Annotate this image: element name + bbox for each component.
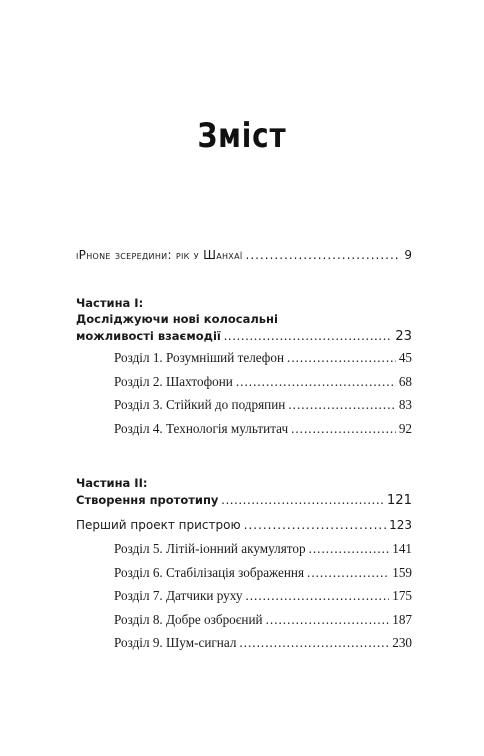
toc-entry-label: Розділ 4. Технологія мультитач xyxy=(114,420,289,436)
toc-page-number: 83 xyxy=(398,397,412,413)
part-1-heading: Частина I: xyxy=(76,296,144,311)
toc-entry-chapter-7[interactable] xyxy=(76,584,412,607)
toc-page-number: 175 xyxy=(392,588,412,604)
dot-leader xyxy=(288,393,395,416)
toc-entry-chapter-5[interactable] xyxy=(76,537,412,560)
toc-entry-label: iPhone зсередини: рік у Шанхаї xyxy=(76,248,243,262)
toc-page-number: 230 xyxy=(392,635,412,651)
dot-leader xyxy=(309,537,390,560)
toc-entry-label: Розділ 7. Датчики руху xyxy=(114,588,243,604)
toc-entry-subhead[interactable] xyxy=(76,514,412,537)
part-1-title-line2: можливості взаємодії xyxy=(76,329,221,344)
dot-leader xyxy=(236,370,396,393)
toc-entry-intro[interactable] xyxy=(76,244,412,267)
part-2-title: Створення прототипу xyxy=(76,493,219,508)
toc-entry-chapter-1[interactable] xyxy=(76,346,412,369)
part-1-title-row[interactable] xyxy=(76,327,412,346)
toc-entry-chapter-9[interactable] xyxy=(76,631,412,654)
dot-leader xyxy=(246,244,402,267)
part-2-title-row[interactable] xyxy=(76,491,412,510)
part-1-title-line1: Досліджуючи нові колосальні xyxy=(76,312,278,327)
toc-page-number: 187 xyxy=(392,611,412,627)
toc-page-number: 141 xyxy=(392,541,412,557)
toc-page-number: 23 xyxy=(395,329,412,345)
toc-entry-label: Розділ 2. Шахтофони xyxy=(114,373,233,389)
toc-entry-chapter-4[interactable] xyxy=(76,417,412,440)
toc-entry-chapter-3[interactable] xyxy=(76,393,412,416)
toc-entry-label: Розділ 9. Шум-сигнал xyxy=(114,635,237,651)
toc-entry-chapter-8[interactable] xyxy=(76,608,412,631)
toc-entry-label: Розділ 5. Літій-іонний акумулятор xyxy=(114,541,306,557)
toc-entry-label: Перший проект пристрою xyxy=(76,518,241,533)
toc-entry-label: Розділ 1. Розумніший телефон xyxy=(114,350,285,366)
toc-page-number: 9 xyxy=(404,248,412,262)
toc-page-number: 45 xyxy=(398,350,412,366)
toc-entry-label: Розділ 3. Стійкий до подряпин xyxy=(114,397,286,413)
dot-leader xyxy=(244,514,387,537)
part-2-heading: Частина II: xyxy=(76,476,148,491)
dot-leader xyxy=(224,327,392,345)
dot-leader xyxy=(307,561,389,584)
dot-leader xyxy=(239,631,389,654)
dot-leader xyxy=(287,346,396,369)
toc-entry-chapter-6[interactable] xyxy=(76,561,412,584)
table-of-contents xyxy=(76,244,412,654)
dot-leader xyxy=(266,608,390,631)
toc-page-number: 159 xyxy=(392,564,412,580)
toc-entry-chapter-2[interactable] xyxy=(76,370,412,393)
toc-entry-label: Розділ 6. Стабілізація зображення xyxy=(114,564,305,580)
dot-leader xyxy=(291,417,396,440)
toc-page-number: 68 xyxy=(398,373,412,389)
toc-page-number: 92 xyxy=(398,420,412,436)
dot-leader xyxy=(245,584,389,607)
toc-entry-label: Розділ 8. Добре озброєний xyxy=(114,611,263,627)
toc-page-number: 121 xyxy=(386,493,412,509)
page-title: Зміст xyxy=(197,116,287,156)
dot-leader xyxy=(221,491,383,509)
toc-page-number: 123 xyxy=(389,518,412,533)
